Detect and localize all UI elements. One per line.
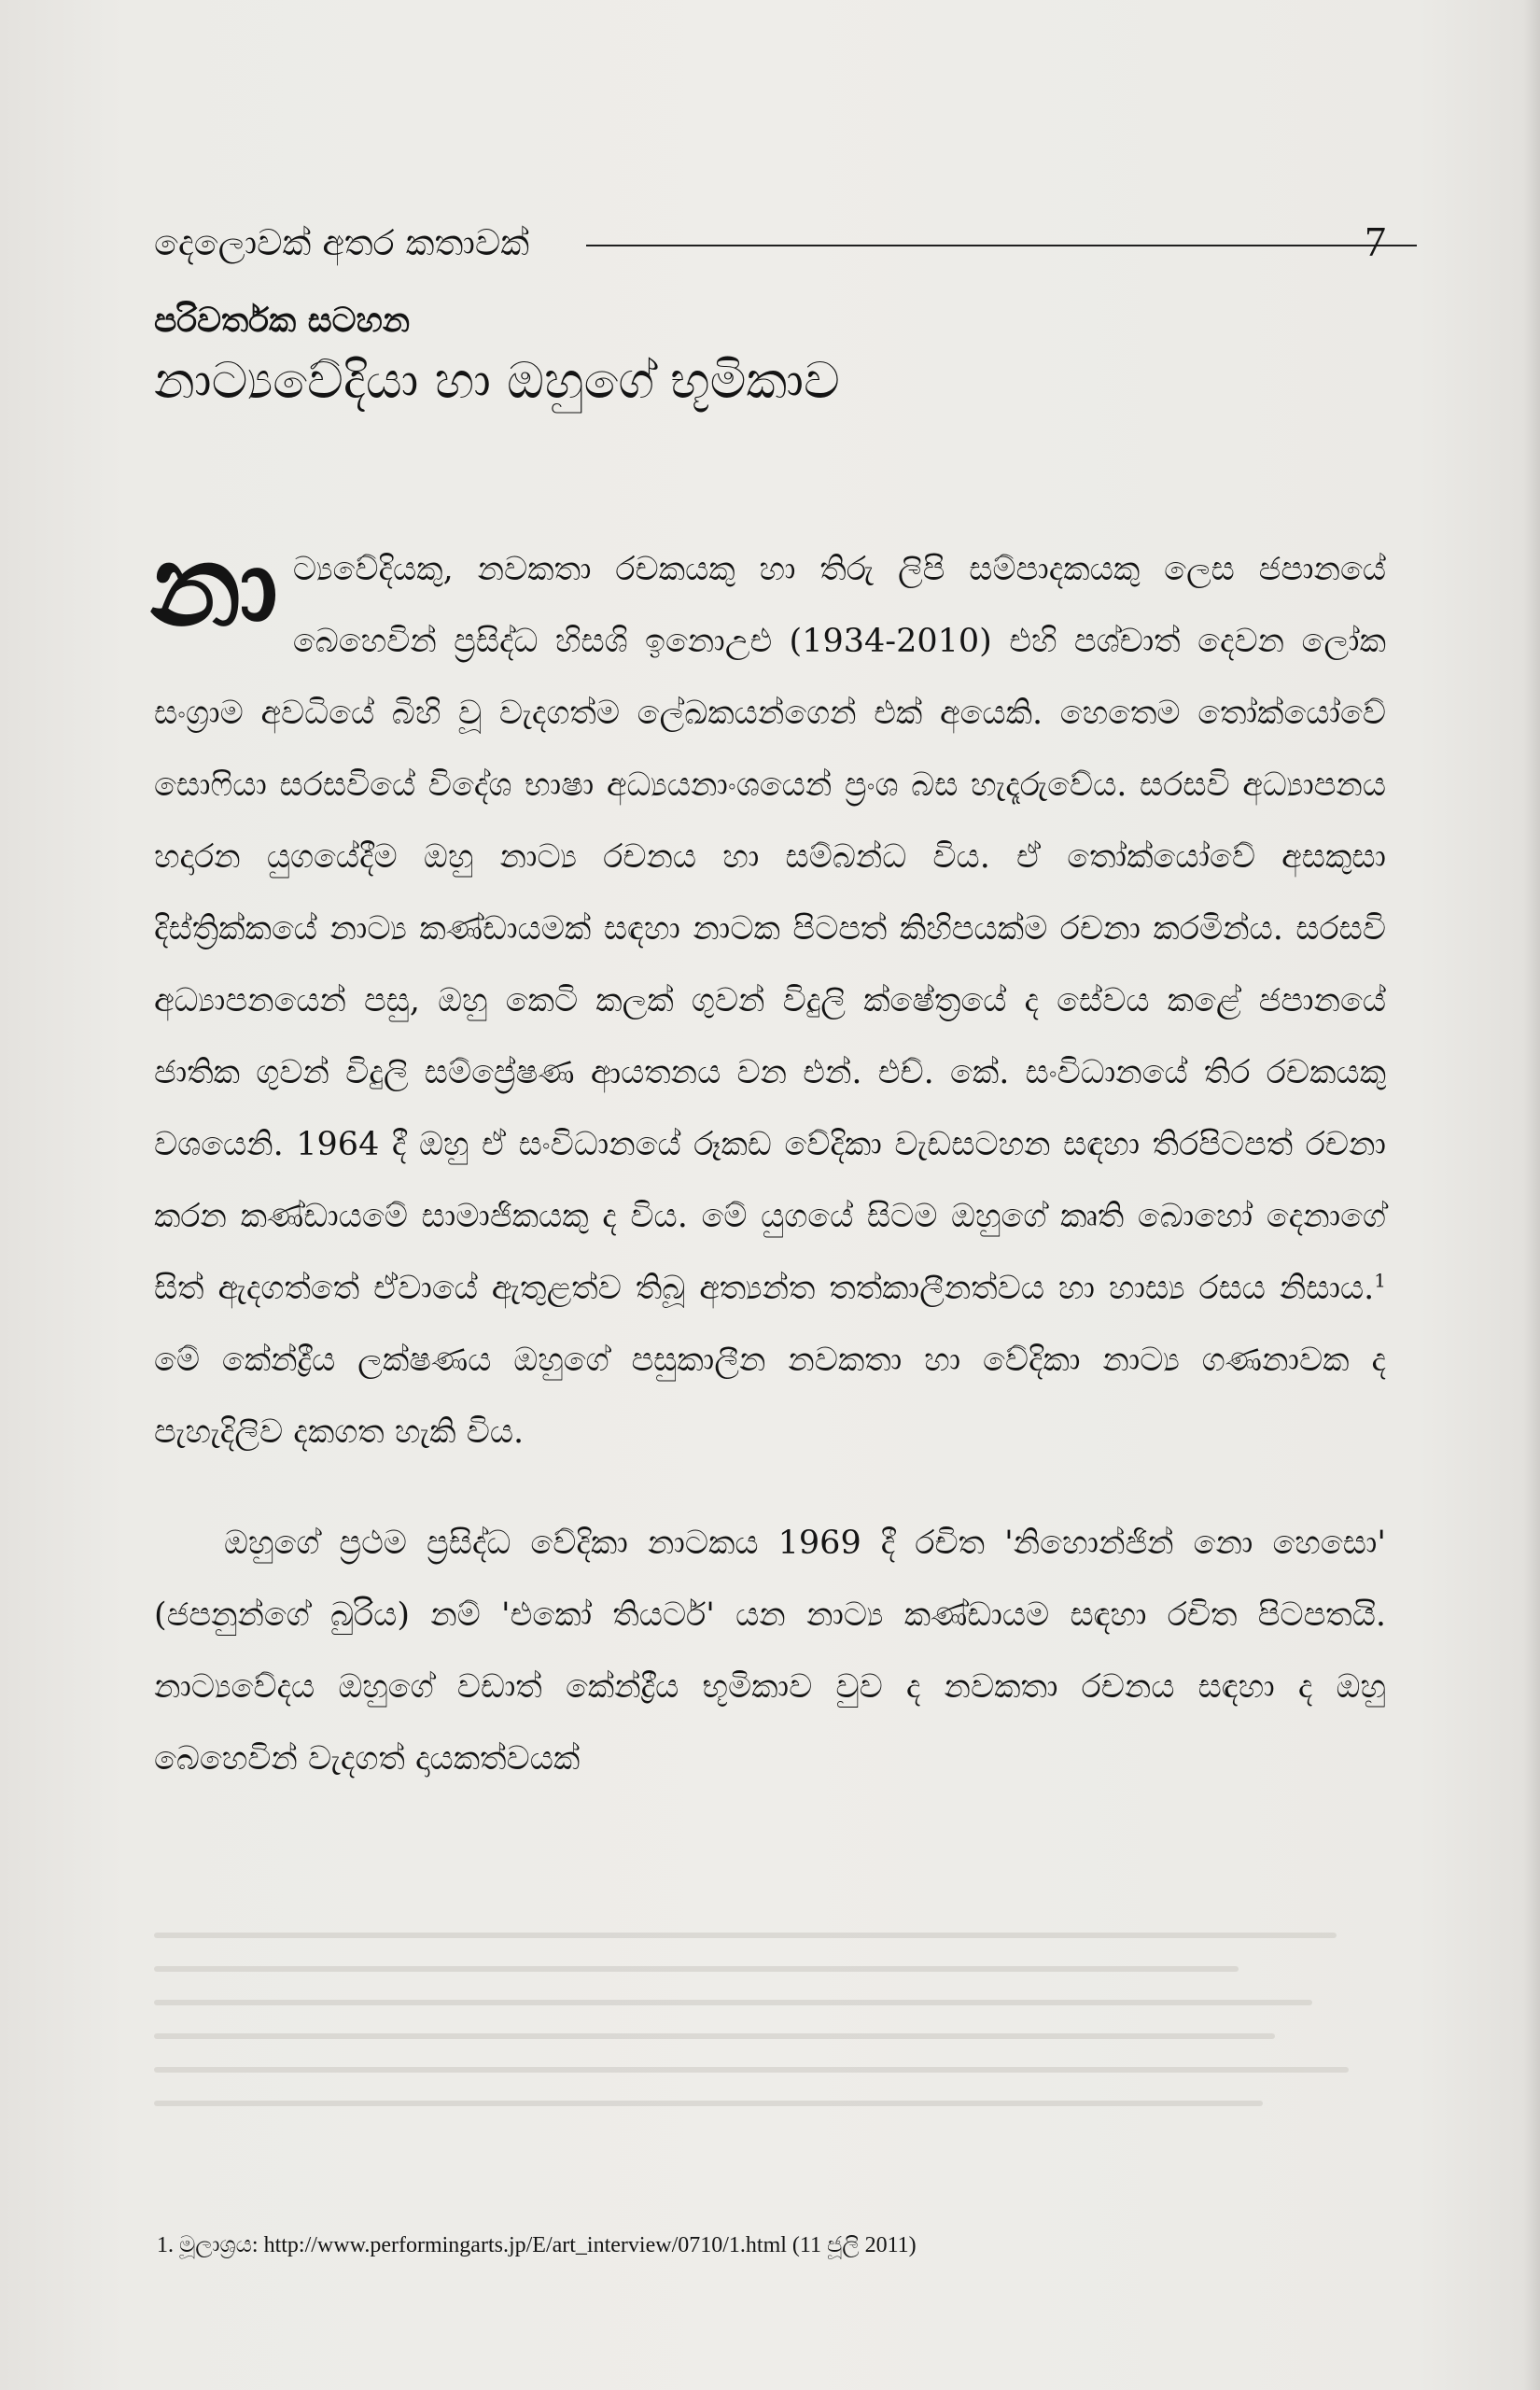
paragraph-2: ඔහුගේ ප්‍රථම ප්‍රසිද්ධ වේදිකා නාටකය 1969 දී රචිත 'නිහොන්ජින් නො හෙසො' (ජපනුන්ගේ බුරිය) නම් 'එකෝ තියටර්' යන නාට්‍ය කණ්ඩායම සඳහා රචිත පිටපතයි. නාට්‍යවේදය ඔහුගේ වඩාත් කේන්ද්‍රීය භූමිකාව වුව ද නවකතා රචනය සඳහා ද ඔහු බෙහෙවින් වැදගත් දායකත්වයක් [154, 1525, 1386, 1778]
body-text [150, 520, 1386, 1795]
page-number: 7 [1365, 218, 1386, 265]
chapter-title: නාට්‍යවේදියා හා ඔහුගේ භූමිකාව [154, 351, 840, 410]
paragraph-1-end: මේ කේන්ද්‍රීය ලක්ෂණය ඔහුගේ පසුකාලීන නවකතා හා වේදිකා නාට්‍ය ගණනාවක ද පැහැදිලිව දකගත හැකි විය. [154, 1342, 1386, 1451]
bleed-line [154, 2067, 1349, 2073]
bleed-line [154, 1966, 1239, 1972]
bleed-line [154, 2000, 1312, 2005]
running-header [154, 217, 1386, 273]
footnote-label: මූලාශ්‍රය: [179, 2233, 259, 2257]
footnote-url[interactable]: http://www.performingarts.jp/E/art_interview/0710/1.html [263, 2233, 787, 2257]
bleed-line [154, 2101, 1263, 2106]
footnote-number: 1. [157, 2233, 174, 2257]
bleed-through-text [154, 1933, 1386, 2175]
footnote-date: (11 ජූලි 2011) [791, 2233, 917, 2257]
section-subtitle: පරිවර්තක සටහන [154, 301, 411, 340]
footnote-marker[interactable]: 1 [1374, 1269, 1386, 1292]
header-rule [586, 245, 1417, 246]
paragraph-1 [150, 520, 1386, 1469]
footnote [157, 2233, 917, 2258]
drop-cap: නා [150, 520, 278, 652]
bleed-line [154, 1933, 1337, 1938]
paragraph-1-text: ට්‍යවේදියකු, නවකතා රචකයකු හා තිරු ලිපි සම්පාදකයකු ලෙස ජපානයේ බෙහෙවින් ප්‍රසිද්ධ හිසශි ඉනොඋඑ (1934-2010) එහි පශ්චාත් දෙවන ලෝක සංග්‍රාම අවධියේ බිහි වූ වැදගත්ම ලේඛකයන්ගෙන් එක් අයෙකි. හෙතෙම තෝක්යෝවේ සොෆියා සරසවියේ විදේශ භාෂා අධ්‍යයනාංශයෙන් ප්‍රංශ බස හැදෑරුවේය. සරසවි අධ්‍යාපනය හදාරන යුගයේදීම ඔහු නාට්‍ය රචනය හා සම්බන්ධ විය. ඒ තෝක්යෝවේ අසකුසා දිස්ත්‍රික්කයේ නාට්‍ය කණ්ඩායමක් සඳහා නාටක පිටපත් කිහිපයක්ම රචනා කරමින්ය. සරසවි අධ්‍යාපනයෙන් පසු, ඔහු කෙටි කලක් ගුවන් විදුලි ක්ෂේත්‍රයේ ද සේවය කළේ ජපානයේ ජාතික ගුවන් විදුලි සම්ප්‍රේෂණ ආයතනය වන එන්. එච්. කේ. සංවිධානයේ තිර රචකයකු වශයෙනි. 1964 දී ඔහු ඒ සංවිධානයේ රූකඩ වේදිකා වැඩසටහන සඳහා තිරපිටපත් රචනා කරන කණ්ඩායමේ සාමාජිකයකු ද විය. මේ යුගයේ සිටම ඔහුගේ කෘති බොහෝ දෙනාගේ සිත් ඇදගත්තේ ඒවායේ ඇතුළත්ව තිබූ අත්‍යන්ත තත්කාලීනත්වය හා හාස්‍ය රසය නිසාය. [154, 551, 1386, 1307]
page-edge-shadow [1523, 0, 1540, 2390]
bleed-line [154, 2033, 1275, 2039]
running-title: දෙලොවක් අතර කතාවක් [154, 222, 530, 263]
